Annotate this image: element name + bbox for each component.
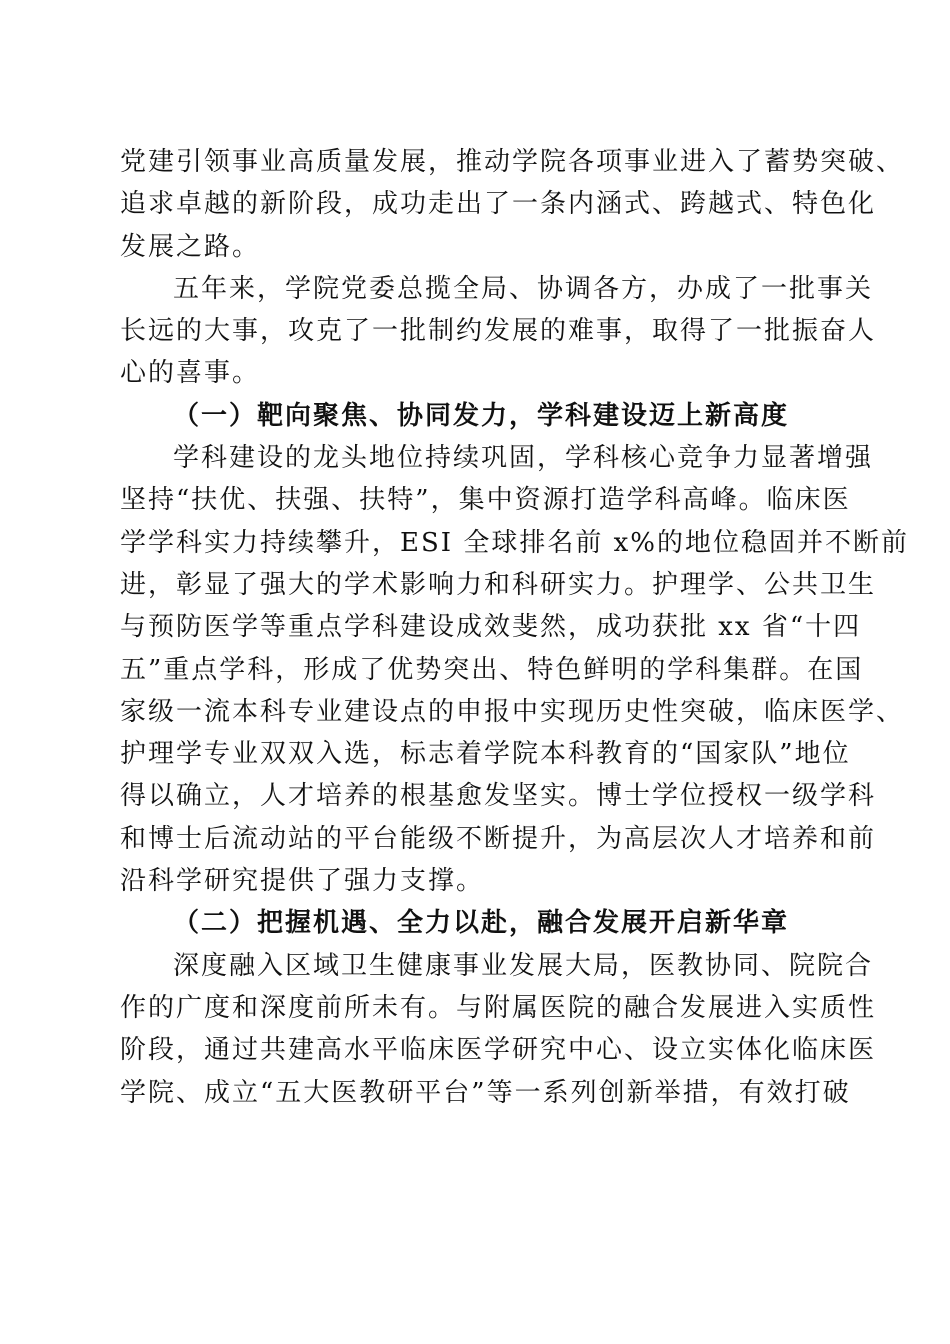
paragraph-2-line-1: 五年来，学院党委总揽全局、协调各方，办成了一批事关 [173,273,874,304]
section-heading-2: （二）把握机遇、全力以赴，融合发展开启新华章 [173,908,790,939]
paragraph-3-line-10: 和博士后流动站的平台能级不断提升，为高层次人才培养和前 [120,823,877,854]
paragraph-4-line-3: 阶段，通过共建高水平临床医学研究中心、设立实体化临床医 [120,1035,877,1066]
paragraph-3-line-5: 与预防医学等重点学科建设成效斐然，成功获批 xx 省“十四 [120,612,862,643]
document-body [120,141,909,1114]
paragraph-1-line-1: 党建引领事业高质量发展，推动学院各项事业进入了蓄势突破、 [120,147,905,177]
paragraph-1-line-2: 追求卓越的新阶段，成功走出了一条内涵式、跨越式、特色化 [120,189,877,220]
paragraph-3-line-1: 学科建设的龙头地位持续巩固，学科核心竞争力显著增强 [173,443,874,474]
section-heading-1: （一）靶向聚焦、协同发力，学科建设迈上新高度 [173,400,790,431]
paragraph-3-line-2: 坚持“扶优、扶强、扶特”，集中资源打造学科高峰。临床医 [120,485,851,516]
paragraph-4-line-4: 学院、成立“五大医教研平台”等一系列创新举措，有效打破 [120,1077,851,1108]
paragraph-4-line-1: 深度融入区域卫生健康事业发展大局，医教协同、院院合 [173,950,874,981]
paragraph-3-line-8: 护理学专业双双入选，标志着学院本科教育的“国家队”地位 [120,739,851,770]
paragraph-3-line-4: 进，彰显了强大的学术影响力和科研实力。护理学、公共卫生 [120,569,877,600]
paragraph-3-line-6: 五”重点学科，形成了优势突出、特色鲜明的学科集群。在国 [120,654,864,685]
paragraph-3-line-11: 沿科学研究提供了强力支撑。 [120,866,485,897]
paragraph-2-line-2: 长远的大事，攻克了一批制约发展的难事，取得了一批振奋人 [120,316,877,347]
paragraph-3-line-3: 学学科实力持续攀升，ESI 全球排名前 x%的地位稳固并不断前 [120,527,909,558]
paragraph-1-line-3: 发展之路。 [120,231,261,262]
paragraph-3-line-9: 得以确立，人才培养的根基愈发坚实。博士学位授权一级学科 [120,781,877,812]
paragraph-3-line-7: 家级一流本科专业建设点的申报中实现历史性突破，临床医学、 [120,696,905,727]
paragraph-4-line-2: 作的广度和深度前所未有。与附属医院的融合发展进入实质性 [120,992,877,1023]
paragraph-2-line-3: 心的喜事。 [120,358,261,389]
